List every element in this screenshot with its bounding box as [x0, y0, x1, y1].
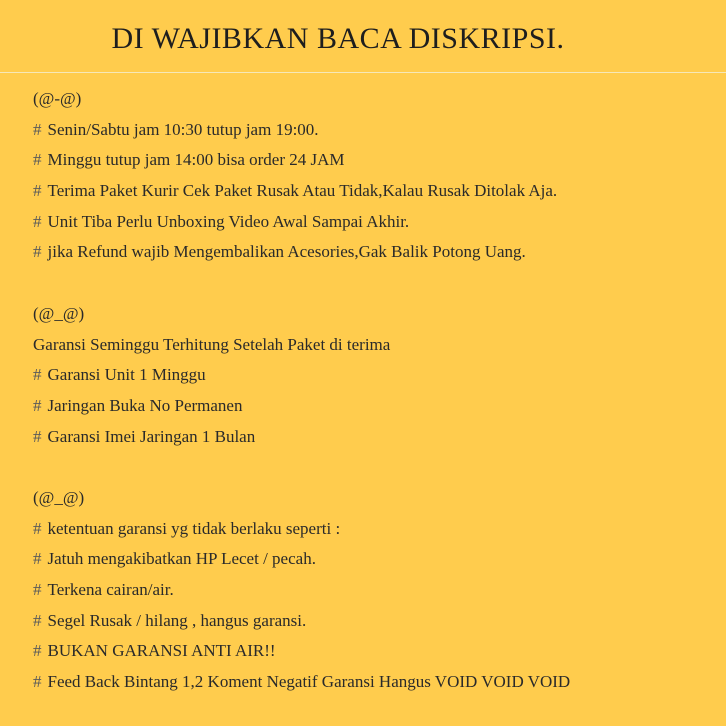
list-item-text: Terima Paket Kurir Cek Paket Rusak Atau Tidak,Kalau Rusak Ditolak Aja.: [47, 181, 558, 201]
hash-symbol: #: [33, 395, 42, 415]
hash-symbol: #: [33, 610, 42, 630]
hash-symbol: #: [33, 365, 42, 385]
list-item: [33, 636, 713, 667]
list-item-text: Garansi Unit 1 Minggu: [47, 365, 206, 385]
list-item-text: Segel Rusak / hilang , hangus garansi.: [47, 610, 307, 630]
list-item: [33, 544, 713, 575]
list-item-text: Feed Back Bintang 1,2 Koment Negatif Garansi Hangus VOID VOID VOID: [47, 672, 571, 692]
list-item-text: Senin/Sabtu jam 10:30 tutup jam 19:00.: [47, 119, 319, 139]
hash-symbol: #: [33, 242, 42, 262]
list-item-text: Terkena cairan/air.: [47, 580, 174, 599]
list-item-text: BUKAN GARANSI ANTI AIR!!: [47, 641, 276, 661]
section-marker: (@_@): [33, 487, 85, 507]
hash-symbol: #: [33, 426, 42, 446]
list-item: [33, 514, 713, 545]
hash-symbol: #: [33, 580, 42, 599]
list-item-text: Jatuh mengakibatkan HP Lecet / pecah.: [47, 549, 316, 569]
section-spacer: [33, 268, 713, 299]
list-item-text: Jaringan Buka No Permanen: [47, 395, 243, 415]
section-marker: (@_@): [33, 303, 85, 323]
list-item: [33, 575, 713, 606]
list-item-text: Unit Tiba Perlu Unboxing Video Awal Sampai Akhir.: [47, 211, 410, 231]
list-item: [33, 667, 713, 698]
list-item: [33, 391, 713, 422]
hash-symbol: #: [33, 641, 42, 661]
list-item-text: ketentuan garansi yg tidak berlaku seperti :: [47, 518, 341, 538]
title-divider: [0, 72, 726, 73]
hash-symbol: #: [33, 181, 42, 201]
hash-symbol: #: [33, 119, 42, 139]
list-item: [33, 606, 713, 637]
list-item: [33, 422, 713, 453]
list-item: [33, 207, 713, 238]
description-content: [33, 84, 713, 698]
hash-symbol: #: [33, 150, 42, 170]
hash-symbol: #: [33, 549, 42, 569]
hash-symbol: #: [33, 518, 42, 538]
section-intro: Garansi Seminggu Terhitung Setelah Paket di terima: [33, 334, 391, 354]
page-title: DI WAJIBKAN BACA DISKRIPSI.: [111, 22, 565, 55]
list-item: [33, 115, 713, 146]
list-item-text: Minggu tutup jam 14:00 bisa order 24 JAM: [47, 150, 345, 170]
list-item-text: jika Refund wajib Mengembalikan Acesories,Gak Balik Potong Uang.: [47, 242, 526, 262]
hash-symbol: #: [33, 211, 42, 231]
list-item: [33, 360, 713, 391]
list-item: [33, 176, 713, 207]
section-spacer: [33, 452, 713, 483]
section-marker: (@-@): [33, 89, 82, 108]
list-item: [33, 145, 713, 176]
list-item: [33, 237, 713, 268]
list-item-text: Garansi Imei Jaringan 1 Bulan: [47, 426, 256, 446]
hash-symbol: #: [33, 672, 42, 692]
